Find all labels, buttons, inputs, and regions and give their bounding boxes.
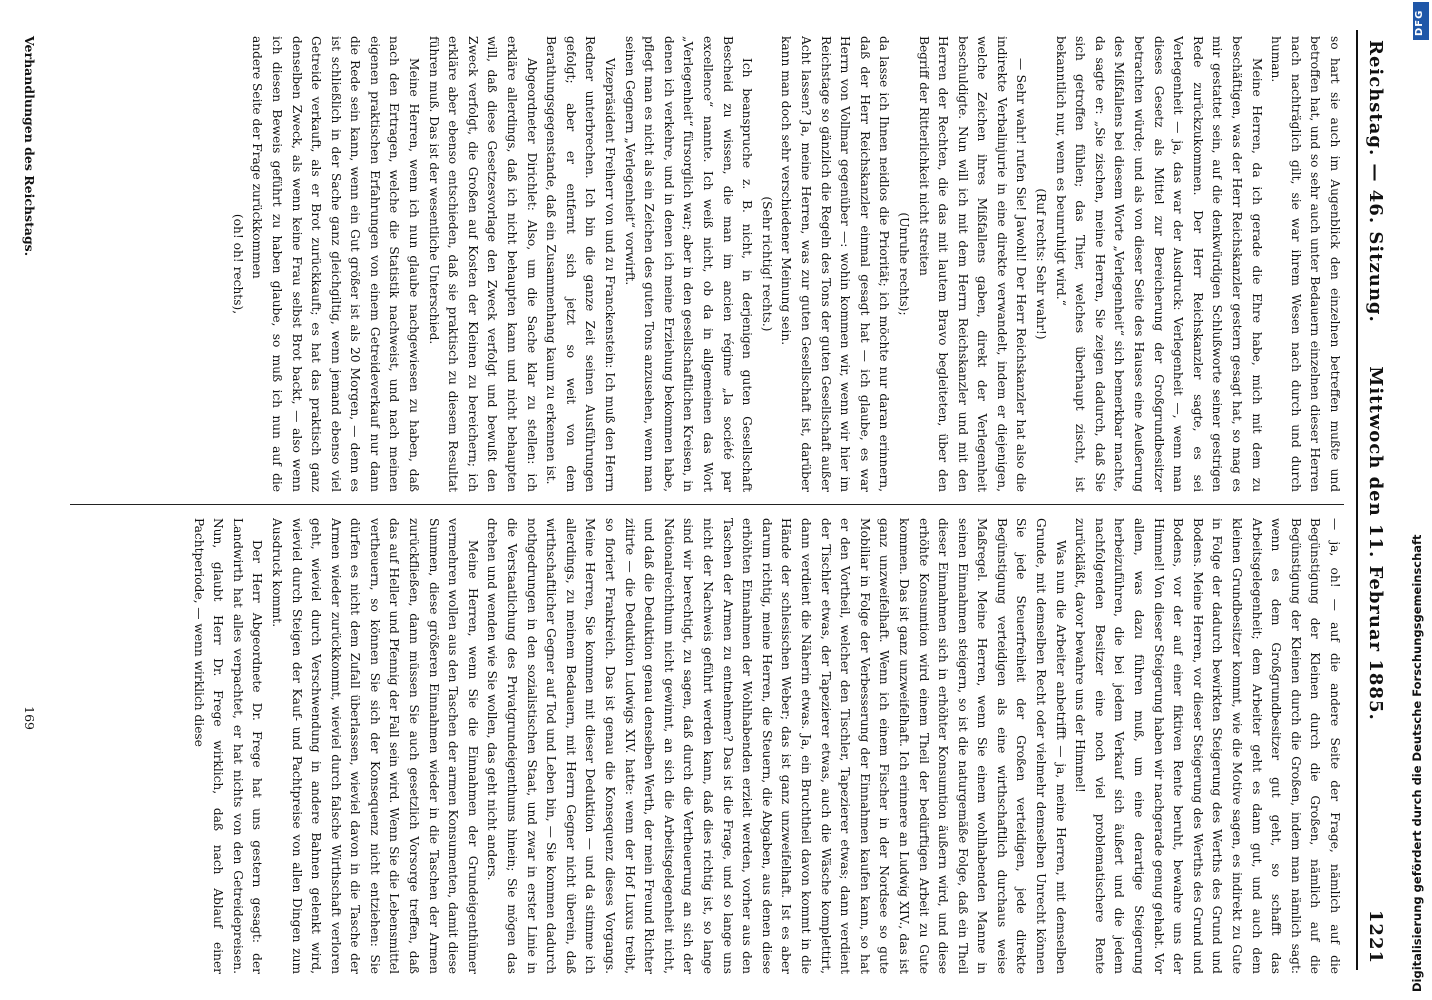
- paragraph: so hart sie auch im Augenblick den einzelnen betreffen mußte und betroffen hat, und so sehr auch unter Bedauern einzelnen dieser Herren nach nachträglich gilt, sie war ihrem Wesen nach durch und durch human.: [1269, 36, 1342, 492]
- right-text-column: [60, 518, 1344, 974]
- digitization-credit-sidebar: [1408, 0, 1432, 1000]
- header-session: [1365, 40, 1386, 721]
- paragraph: — Sehr wahr! rufen Sie! Jawohl! Der Herr Reichskanzler hat also die indirekte Verbalinjurie in eine direkte verwandelt, indem er diejenigen, welche Zeichen ihres Mißfallens gaben, direkt der Verlegenheit beschuldigte. Nun will ich mit dem Herrn Reichskanzler und mit den Herren der Rechten, die das mit lautem Bravo begleiteten, über den Begriff der Ritterlichkeit nicht streiten: [916, 36, 1029, 492]
- running-head: [1356, 30, 1392, 970]
- paragraph: Meine Herren, wenn Sie die Einnahmen der Grundeigenthümer vermehren wollen aus den Taschen der armen Konsumenten, damit diese Summen, diese größeren Einnahmen wieder in die Taschen der Armen zurückfließen, dann müssen Sie auch gesetzlich Vorsorge treffen, daß das auf Heller und Pfennig der Fall sein wird. Wenn Sie die Lebensmittel vertheuern, so können Sie sich der Konsequenz nicht entziehen: Sie dürfen es nicht dem Zufall überlassen, wieviel davon in die Tasche der Armen wieder zurückkommt, wieviel durch falsche Wirthschaft verloren geht, wieviel durch Verschwendung in andere Bahnen gelenkt wird, wieviel durch Steigen der Kauf- und Pachtpreise von allen Dingen zum Ausdruck kommt.: [269, 518, 480, 974]
- rotated-document-page: [0, 30, 1392, 990]
- paragraph: — ja, oh! — auf die andere Seite der Frage, nämlich auf die Begünstigung der Kleinen durch die Großen, nämlich auf die Begünstigung der Kleinen durch die Großen, indem man nämlich sagt: wenn es dem Großgrundbesitzer gut geht, so schafft das Arbeitsgelegenheit; dem Arbeiter geht es dann gut, und auch dem kleinen Grundbesitzer kommt, wie die Motive sagen, es indirekt zu Gute in Folge der dadurch bewirkten Steigerung des Werths des Grund und Bodens. Meine Herren, vor dieser Steigerung des Werths des Grund und Bodens, vor der auf einer fiktiven Rente beruht, bewahre uns der Himmel! Von dieser Steigerung haben wir nachgerade genug gehabt. Vor allem, was dazu führen muß, um eine derartige Steigerung herbeizuführen, die bei jedem Verkauf sich äußert und die jedem nachfolgenden Besitzer eine noch viel problematischere Rente zurückläßt, davor bewahre uns der Himmel!: [1073, 518, 1342, 974]
- page-number: 1221: [1365, 909, 1386, 964]
- left-text-column: [60, 36, 1344, 492]
- interjection: (oh! oh! rechts),: [230, 213, 245, 315]
- header-date-text: Mittwoch den 11. Februar 1885.: [1365, 366, 1386, 721]
- header-left-text: Reichstag. — 46. Sitzung.: [1365, 40, 1386, 323]
- interjection: (Sehr richtig! rechts.): [759, 196, 774, 332]
- paragraph: Meine Herren, wenn ich nun glaube nachgewiesen zu haben, daß nach den Ertragen, welche die Statistik nachweist, und nach meinen eigenen praktischen Erfahrungen von einem Getreideverkauf nur dann die Rede sein kann, wenn ein Gut größer ist als 20 Morgen, — denn es ist schließlich in der Sache ganz gleichgiltig, wenn jemand ebenso viel Getreide verkauft, als er Brot zurückkauft; es hat das praktisch ganz denselben Zweck, als wenn keine Frau selbst Brot backt, — also wenn ich diesen Beweis geführt zu haben glaube, so muß ich nun auf die andere Seite der Frage zurückkommen: [250, 36, 422, 492]
- paragraph: Meine Herren, da ich gerade die Ehre habe, mich mit dem zu beschäftigen, was der Herr Reichskanzler gestern gesagt hat, so mag es mir gestattet sein, auf die denkwürdigen Schlußworte seiner gestrigen Rede zurückzukommen. Der Herr Reichskanzler sagte, es sei Verlegenheit — ja, das war der Ausdruck: Verlegenheit —, wenn man dieses Gesetz als Mittel zur Bereicherung der Großgrundbesitzer betrachten würde; und als von dieser Seite des Hauses eine Aeußerung des Mißfallens bei diesem Worte „Verlegenheit“ sich bemerkbar machte, da sagte er: „Sie zischen, meine Herren, Sie zeigen dadurch, daß Sie sich getroffen fühlen; das Thier, welches überhaupt zischt, ist bekanntlich nur, wenn es beunruhigt wird.“: [1053, 36, 1264, 492]
- dfg-logo: [1413, 2, 1429, 40]
- paragraph: Der Herr Abgeordnete Dr. Frege hat uns gestern gesagt: der Landwirth hat alles verpachtet, er hat nichts von den Getreidepreisen. Nun, glaubt Herr Dr. Frege wirklich, daß nach Ablauf einer Pachtperiode, — wenn wirklich diese: [191, 518, 265, 974]
- interjection: (Unruhe rechts);: [896, 212, 911, 316]
- column-divider: [70, 504, 1344, 505]
- paragraph: da lasse ich Ihnen neidlos die Priorität; ich möchte nur daran erinnern, daß der Herr Reichskanzler einmal gesagt hat — ich glaube, es war Herrn von Vollmar gegenüber —: wohin kommen wir, wenn wir hier im Reichstage so gänzlich die Regeln des Tons der guten Gesellschaft außer Acht lassen? Ja, meine Herren, was zur guten Gesellschaft ist, darüber kann man doch sehr verschiedener Meinung sein.: [779, 36, 892, 492]
- speaker-paragraph: Abgeordneter Dirichlet: Also, um die Sache klar zu stellen: ich erkläre allerdings, daß ich nicht behaupten kann und nicht behaupten will, daß diese Gesetzesvorlage den Zweck verfolgt und bewußt den Zweck verfolgt, die Großen auf Kosten der Kleinen zu bereichern; ich erkläre aber ebenso entschieden, daß sie praktisch zu diesem Resultat führen muß. Das ist der wesentliche Unterschied.: [426, 36, 539, 492]
- digitization-credit-text: Digitalisierung gefördert durch die Deutsche Forschungsgemeinschaft: [1410, 534, 1424, 992]
- speaker-paragraph: Vizepräsident Freiherr von und zu Franckenstein: Ich muß den Herrn Redner unterbrechen. Ich bin die ganze Zeit seinen Ausführungen gefolgt; aber er entfernt sich jetzt so weit von dem Berathungsgegenstande, daß ein Zusammenhang kaum zu erkennen ist.: [544, 36, 618, 492]
- dfg-logo-text: DFG: [1414, 9, 1425, 36]
- paragraph: Ich beanspruche z. B. nicht, in derjenigen guten Gesellschaft Bescheid zu wissen, die man im ancien régime „la société par excellence“ nannte. Ich weiß nicht, ob da in allgemeinen das Wort „Verlegenheit“ fürsorglich war; aber in den gesellschaftlichen Kreisen, in denen ich verkehre, und in denen ich meine Erziehung bekommen habe, pflegt man es nicht als ein Zeichen des guten Tons anzusehen, wenn man seinen Gegnern „Verlegenheit“ vorwirft.: [622, 36, 755, 492]
- paragraph: Was nun die Arbeiter anbetrifft — ja, meine Herren, mit demselben Grunde, mit demselben Recht oder vielmehr demselben Unrecht können Sie jede Steuerfreiheit der Großen verteidigen, jede direkte Begünstigung verteidigen als eine wirthschaftlich durchaus weise Maßregel. Meine Herren, wenn Sie einem wohlhabenden Manne in seinen Einnahmen steigern, so ist die naturgemäße Folge, daß ein Theil dieser Einnahmen sich in erhöhter Konsumtion äußern wird, und diese erhöhte Konsumtion wird einem Theil der bedürftigen Arbeit zu Gute kommen. Das ist ganz unzweifelhaft. Ich erinnere an Ludwig XIV., das ist ganz unzweifelhaft. Wenn ich einem Fischer in der Nordsee so gute Mobiliar in Folge der Verbesserung der Einnahmen kaufen kann, so hat er den Vortheil, welcher den Tischler, Tapezierer etwas; dann verdient der Tischler etwas, der Tapezierer etwas, auch die Wäsche komplettirt, dann verdient die Näherin etwas. Ja, ein Bruchtheil davon kommt in die Hände der schlesischen Weber; das ist ganz unzweifelhaft. Ist es aber darum richtig, meine Herren, die Steuern, die Abgaben, aus denen diese erhöhten Einnahmen der Wohlhabenden erzielt werden, vorher aus den Taschen der Armen zu entnehmen? Das ist die Frage, und so lange uns nicht der Nachweis geführt werden kann, daß dies richtig ist, so lange sind wir berechtigt, zu sagen, daß durch die Vertheuerung an sich der Nationalreichthum nicht gewinnt, an sich die Arbeitsgelegenheit nicht, und daß die Deduktion genau denselben Werth, der mein Freund Richter zitirte — die Deduktion Ludwigs XIV. hatte: wenn der Hof Luxus treibt, so floriert Frankreich. Das ist genau die Konsequenz dieses Vorgangs. Meine Herren, Sie kommen mit dieser Deduktion — und da stimme ich allerdings, zu meinem Bedauern, mit Herrn Gegner nicht überein, daß wirthschaftlicher Gegner auf Tod und Leben bin, — Sie kommen dadurch nothgedrungen in den sozialistischen Staat, und zwar in erster Linie in die Verstaatlichung des Privatgrundeigenthums hinein; Sie mögen das drehen und wenden wie Sie wollen, das geht nicht anders.: [485, 518, 1068, 974]
- sheet-number: 169: [22, 706, 37, 730]
- interjection: (Ruf rechts: Sehr wahr!): [1034, 188, 1049, 340]
- footer-source: Verhandlungen des Reichstags.: [22, 36, 37, 257]
